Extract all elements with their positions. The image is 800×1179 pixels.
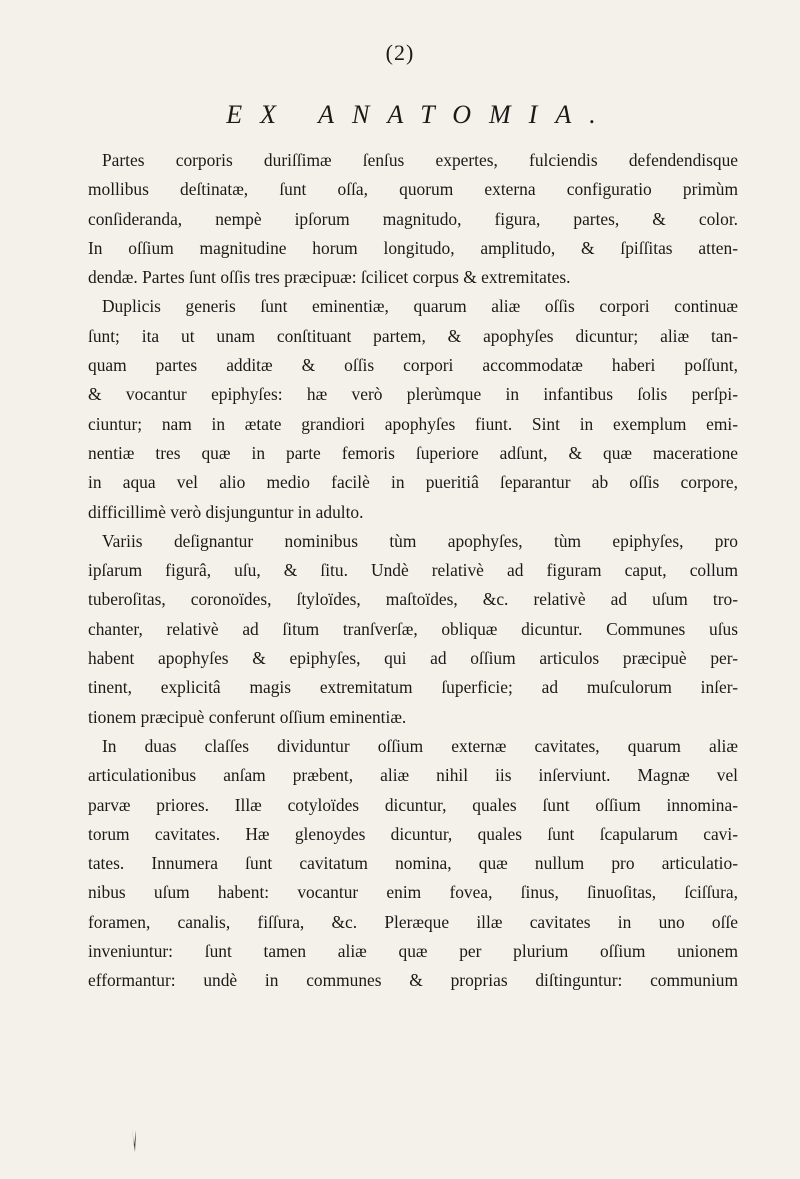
text-line: tates. Innumera ſunt cavitatum nomina, quæ nullum pro articulatio- [88,853,738,874]
text-line: dendæ. Partes ſunt oſſis tres præcipuæ: ſcilicet corpus & extremitates. [88,267,571,288]
text-line: In oſſium magnitudine horum longitudo, amplitudo, & ſpiſſitas atten- [88,237,738,258]
text-line: mollibus deſtinatæ, ſunt oſſa, quorum externa configuratio primùm [88,179,738,200]
text-line: Variis deſignantur nominibus tùm apophyſes, tùm epiphyſes, pro [102,530,738,551]
body-text [88,146,738,996]
text-line: difficillimè verò disjunguntur in adulto. [88,501,364,522]
text-line: tionem præcipuè conferunt oſſium eminentiæ. [88,706,407,727]
text-line: tinent, explicitâ magis extremitatum ſuperficie; ad muſculorum inſer- [88,677,738,698]
text-line: quam partes additæ & oſſis corpori accommodatæ haberi poſſunt, [88,355,738,376]
text-line: Duplicis generis ſunt eminentiæ, quarum aliæ oſſis corpori continuæ [102,296,738,317]
text-line: nentiæ tres quæ in parte femoris ſuperiore adſunt, & quæ maceratione [88,442,738,463]
text-line: nibus uſum habent: vocantur enim fovea, ſinus, ſinuoſitas, ſciſſura, [88,882,738,903]
text-line: torum cavitates. Hæ glenoydes dicuntur, quales ſunt ſcapularum cavi- [88,823,738,844]
text-line: Partes corporis duriſſimæ ſenſus expertes, fulciendis defendendisque [102,150,738,170]
text-line: parvæ priores. Illæ cotyloïdes dicuntur, quales ſunt oſſium innomina- [88,794,738,815]
text-line: ipſarum figurâ, uſu, & ſitu. Undè relativè ad figuram caput, collum [88,560,738,581]
text-line: in aqua vel alio medio facilè in pueritiâ ſeparantur ab oſſis corpore, [88,472,738,493]
page-number: (2) [385,40,415,65]
text-line: tuberoſitas, coronoïdes, ſtyloïdes, maſtoïdes, &c. relativè ad uſum tro- [88,589,738,610]
text-line: conſideranda, nempè ipſorum magnitudo, figura, partes, & color. [88,208,738,229]
section-heading: EX ANATOMIA. [226,100,614,129]
text-line: inveniuntur: ſunt tamen aliæ quæ per plurium oſſium unionem [88,941,738,962]
text-line: ciuntur; nam in ætate grandiori apophyſes fiunt. Sint in exemplum emi- [88,413,738,434]
text-line: chanter, relativè ad ſitum tranſverſæ, obliquæ dicuntur. Communes uſus [88,618,738,639]
text-line: habent apophyſes & epiphyſes, qui ad oſſium articulos præcipuè per- [88,648,738,669]
text-line: ſunt; ita ut unam conſtituant partem, & apophyſes dicuntur; aliæ tan- [88,325,738,346]
text-line: articulationibus anſam præbent, aliæ nihil iis inſerviunt. Magnæ vel [88,765,738,786]
text-line: foramen, canalis, fiſſura, &c. Pleræque illæ cavitates in uno oſſe [88,911,738,932]
text-line: & vocantur epiphyſes: hæ verò plerùmque in infantibus ſolis perſpi- [88,384,738,405]
text-line: In duas claſſes dividuntur oſſium externæ cavitates, quarum aliæ [102,735,738,756]
ink-mark [130,1128,138,1152]
text-line: efformantur: undè in communes & proprias diſtinguntur: communium [88,970,738,991]
